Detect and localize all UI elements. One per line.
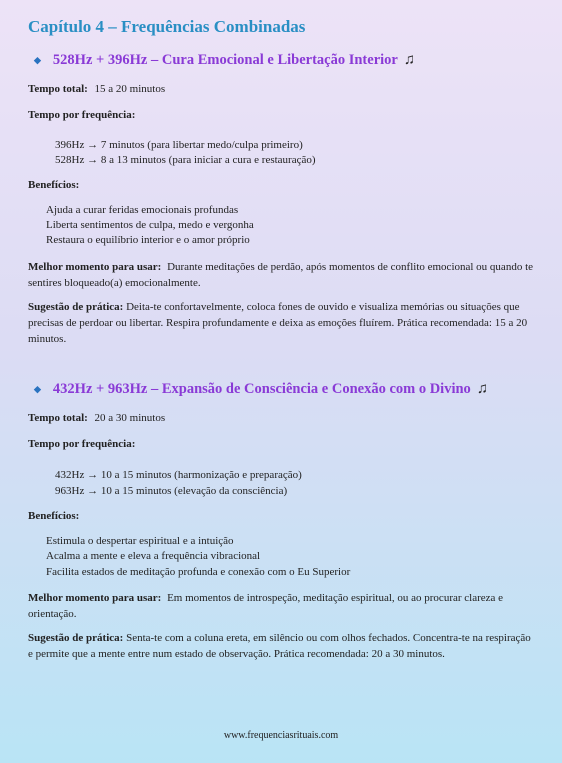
tempo-total-row: [28, 82, 165, 97]
sugestao-label: Sugestão de prática:: [28, 301, 124, 313]
diamond-bullet-icon: ◆: [34, 384, 41, 394]
momento-label: Melhor momento para usar:: [28, 592, 162, 604]
beneficios-label: Benefícios:: [28, 510, 80, 522]
momento-label: Melhor momento para usar:: [28, 261, 162, 273]
tempo-total-value: 15 a 20 minutos: [94, 83, 166, 95]
section-2-title: 432Hz + 963Hz – Expansão de Consciência e Conexão com o Divino: [52, 381, 471, 397]
sugestao-label: Sugestão de prática:: [28, 632, 124, 644]
freq-item: 396Hz → 7 minutos (para libertar medo/culpa primeiro): [55, 139, 303, 151]
beneficios-label: Benefícios:: [28, 179, 80, 191]
sugestao-paragraph: [28, 299, 533, 347]
tempo-freq-label: Tempo por frequência:: [28, 109, 136, 121]
momento-paragraph: [28, 590, 533, 622]
tempo-total-row: [28, 411, 165, 426]
beneficio-item: Ajuda a curar feridas emocionais profundas: [46, 204, 239, 216]
section-1-heading: [34, 52, 415, 69]
momento-text: Em momentos de introspeção, meditação espiritual, ou ao procurar clareza e orientação.: [28, 592, 504, 620]
beneficio-item: Estimula o despertar espiritual e a intuição: [46, 535, 234, 547]
tempo-total-value: 20 a 30 minutos: [94, 412, 166, 424]
beneficio-item: Facilita estados de meditação profunda e conexão com o Eu Superior: [46, 566, 351, 578]
beneficio-item: Restaura o equilíbrio interior e o amor próprio: [46, 234, 250, 246]
freq-item: 528Hz → 8 a 13 minutos (para iniciar a cura e restauração): [55, 154, 316, 166]
section-2-heading: [34, 381, 488, 398]
section-1-title: 528Hz + 396Hz – Cura Emocional e Libertação Interior: [52, 52, 398, 68]
sugestao-paragraph: [28, 630, 533, 662]
beneficio-item: Liberta sentimentos de culpa, medo e vergonha: [46, 219, 254, 231]
tempo-total-label: Tempo total:: [28, 83, 88, 95]
momento-paragraph: [28, 259, 533, 291]
chapter-title: Capítulo 4 – Frequências Combinadas: [28, 17, 306, 36]
beneficio-item: Acalma a mente e eleva a frequência vibracional: [46, 550, 261, 562]
tempo-freq-label: Tempo por frequência:: [28, 438, 136, 450]
music-note-icon: ♫: [476, 381, 489, 397]
momento-text: Durante meditações de perdão, após momentos de conflito emocional ou quando te sentires bloqueado(a) emocionalmente.: [28, 261, 534, 289]
footer-url: www.frequenciasrituais.com: [223, 730, 339, 741]
freq-item: 432Hz → 10 a 15 minutos (harmonização e preparação): [55, 469, 302, 481]
tempo-total-label: Tempo total:: [28, 412, 88, 424]
music-note-icon: ♫: [403, 52, 416, 68]
sugestao-text: Deita-te confortavelmente, coloca fones de ouvido e visualiza memórias ou situações que precisas de perdoar ou libertar. Respira profundamente e deixa as emoções fluírem. Prática recomendada: 15 a 20 minutos.: [28, 301, 528, 345]
freq-item: 963Hz → 10 a 15 minutos (elevação da consciência): [55, 485, 288, 497]
sugestao-text: Senta-te com a coluna ereta, em silêncio ou com olhos fechados. Concentra-te na respiração e permite que a mente entre num estado de observação. Prática recomendada: 20 a 30 minutos.: [28, 632, 531, 660]
diamond-bullet-icon: ◆: [34, 55, 41, 65]
